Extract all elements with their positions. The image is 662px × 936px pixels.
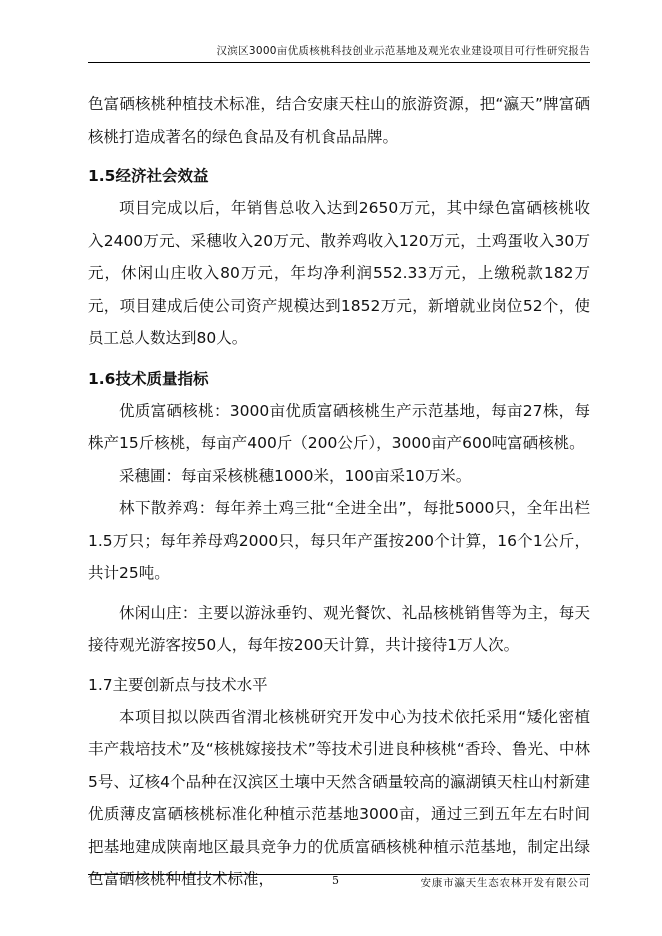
running-header: 汉滨区3000亩优质核桃科技创业示范基地及观光农业建设项目可行性研究报告	[216, 45, 590, 57]
scion-nursery-paragraph: 采穗圃：每亩采核桃穗1000米，100亩采10万米。	[119, 466, 472, 485]
free-range-chicken-paragraph: 林下散养鸡：每年养土鸡三批“全进全出”，每批5000只，全年出栏1.5万只；每年养母鸡2000只，每只年产蛋按200个计算，16个1公斤，共计25吨。	[88, 499, 590, 582]
section-1-7-paragraph: 本项目拟以陕西省渭北核桃研究开发中心为技术依托采用“矮化密植丰产栽培技术”及“核桃嫁接技术”等技术引进良种核桃“香玲、鲁光、中林5号、辽核4个品种在汉滨区土壤中天然含硒量较高的瀛湖镇天柱山村新建优质薄皮富硒核桃标准化种植示范基地3000亩，通过三到五年左右时间把基地建成陕南地区最具竞争力的优质富硒核桃种植示范基地，制定出绿色富硒核桃种植技术标准，	[88, 707, 590, 888]
walnut-indicator-paragraph: 优质富硒核桃：3000亩优质富硒核桃生产示范基地，每亩27株，每株产15斤核桃，每亩产400斤（200公斤），3000亩产600吨富硒核桃。	[88, 401, 590, 452]
leisure-villa-paragraph: 休闲山庄：主要以游泳垂钓、观光餐饮、礼品核桃销售等为主，每天接待观光游客按50人，每年按200天计算，共计接待1万人次。	[88, 603, 590, 654]
footer-rule	[88, 874, 590, 875]
intro-paragraph: 色富硒核桃种植技术标准，结合安康天柱山的旅游资源，把“瀛天”牌富硒核桃打造成著名的绿色食品及有机食品品牌。	[88, 95, 590, 146]
footer-organization: 安康市瀛天生态农林开发有限公司	[420, 877, 590, 889]
section-1-5-paragraph: 项目完成以后，年销售总收入达到2650万元，其中绿色富硒核桃收入2400万元、采穗收入20万元、散养鸡收入120万元，土鸡蛋收入30万元，休闲山庄收入80万元，年均净利润552.33万元，上缴税款182万元，项目建成后使公司资产规模达到1852万元，新增就业岗位52个，使员工总人数达到80人。	[88, 199, 590, 347]
page-number: 5	[332, 874, 339, 887]
section-1-6-heading: 1.6技术质量指标	[88, 369, 209, 388]
document-body	[88, 88, 590, 896]
section-1-5-heading: 1.5经济社会效益	[88, 167, 209, 185]
header-rule	[88, 62, 590, 63]
section-1-7-heading: 1.7主要创新点与技术水平	[88, 675, 268, 694]
